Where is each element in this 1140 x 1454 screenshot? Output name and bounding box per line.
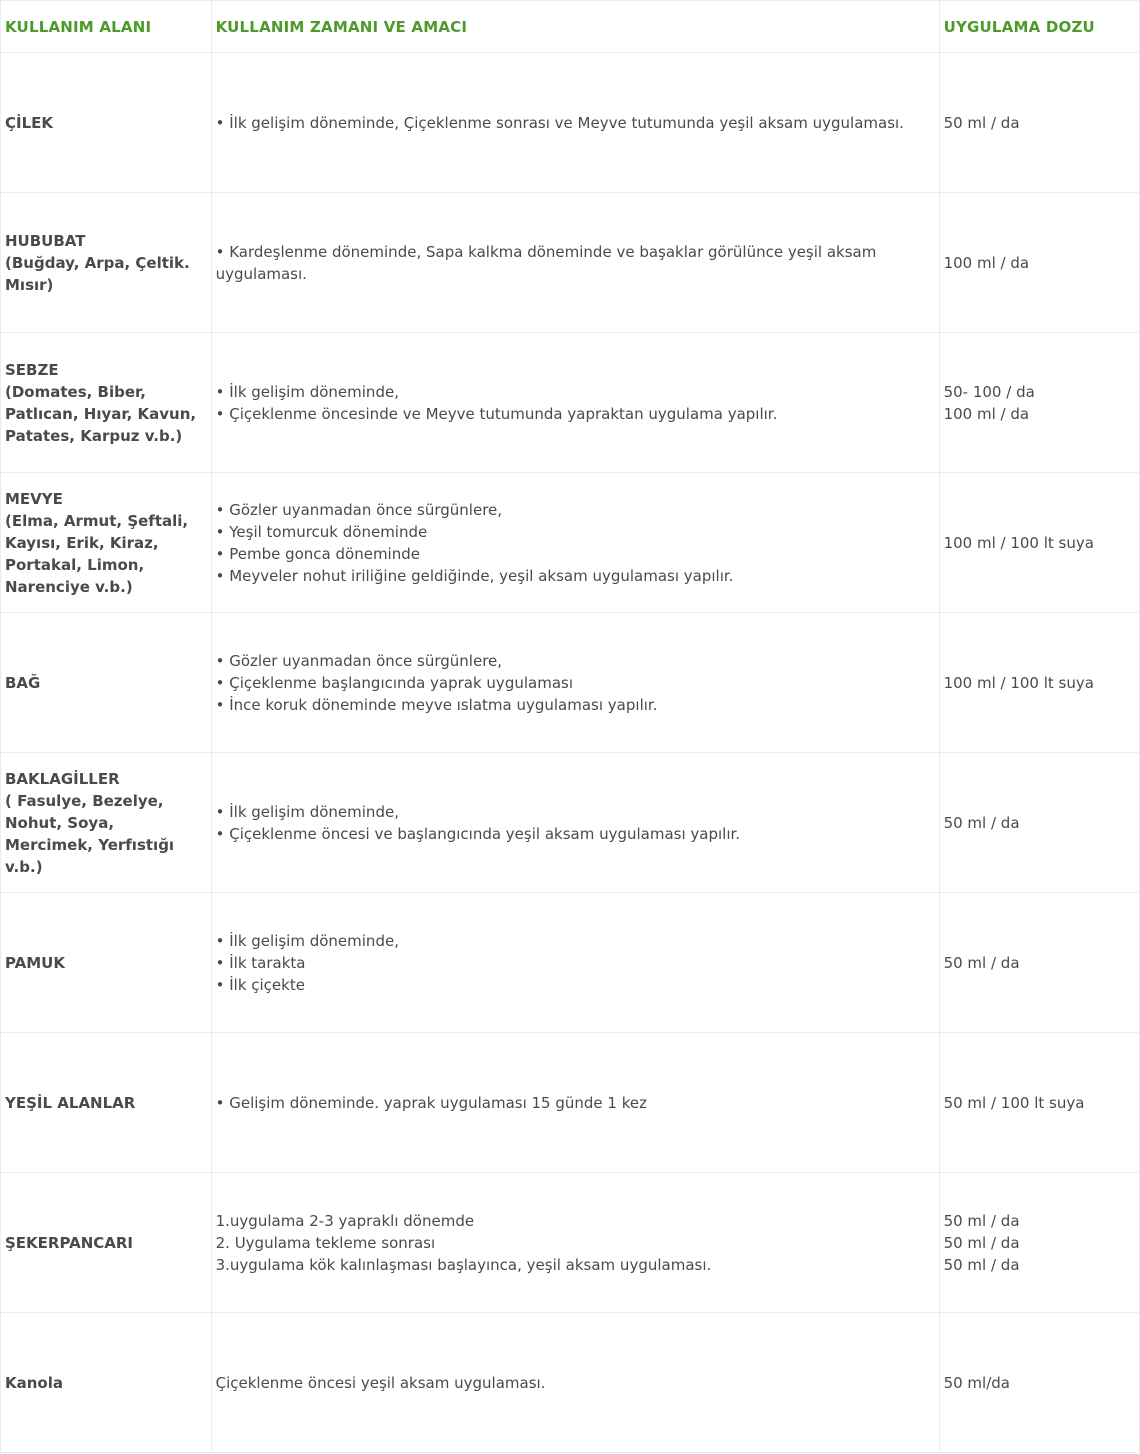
cell-area (1, 753, 212, 893)
cell-area (1, 53, 212, 193)
crop-detail: (Buğday, Arpa, Çeltik. Mısır) (5, 253, 190, 294)
cell-dose (939, 753, 1139, 893)
dose-line: 50 ml / da (943, 813, 1020, 832)
cell-area (1, 613, 212, 753)
crop-name: ÇİLEK (5, 113, 54, 132)
dose-line: 100 ml / da (943, 404, 1030, 423)
dose-line: 50 ml / 100 lt suya (943, 1093, 1085, 1112)
purpose-line: • Yeşil tomurcuk döneminde (215, 522, 428, 541)
dose-line: 50- 100 / da (943, 382, 1035, 401)
cell-dose (939, 193, 1139, 333)
purpose-line: • Çiçeklenme öncesinde ve Meyve tutumunda yapraktan uygulama yapılır. (215, 404, 778, 423)
purpose-line: • Çiçeklenme öncesi ve başlangıcında yeşil aksam uygulaması yapılır. (215, 824, 741, 843)
table-row (1, 53, 1140, 193)
purpose-line: 3.uygulama kök kalınlaşması başlayınca, yeşil aksam uygulaması. (215, 1255, 712, 1274)
table-row (1, 753, 1140, 893)
crop-name: YEŞİL ALANLAR (5, 1093, 136, 1112)
dose-line: 50 ml / da (943, 953, 1020, 972)
table-row (1, 333, 1140, 473)
purpose-line: • Gözler uyanmadan önce sürgünlere, (215, 500, 503, 519)
cell-area (1, 193, 212, 333)
purpose-line: • Gelişim döneminde. yaprak uygulaması 15 günde 1 kez (215, 1093, 647, 1112)
cell-dose (939, 333, 1139, 473)
crop-name: ŞEKERPANCARI (5, 1233, 133, 1252)
cell-dose (939, 893, 1139, 1033)
cell-purpose (211, 613, 939, 753)
purpose-line: • İlk gelişim döneminde, (215, 382, 399, 401)
table-row (1, 193, 1140, 333)
cell-purpose (211, 53, 939, 193)
dose-line: 50 ml / da (943, 113, 1020, 132)
cell-dose (939, 53, 1139, 193)
purpose-line: • Pembe gonca döneminde (215, 544, 420, 563)
dose-line: 100 ml / 100 lt suya (943, 533, 1094, 552)
cell-dose (939, 473, 1139, 613)
cell-purpose (211, 1033, 939, 1173)
crop-name: Kanola (5, 1373, 63, 1392)
cell-dose (939, 1313, 1139, 1453)
crop-name: HUBUBAT (5, 231, 86, 250)
cell-purpose (211, 1173, 939, 1313)
cell-area (1, 1173, 212, 1313)
purpose-line: • Gözler uyanmadan önce sürgünlere, (215, 651, 503, 670)
header-area: KULLANIM ALANI (1, 1, 212, 53)
purpose-line: 1.uygulama 2-3 yapraklı dönemde (215, 1211, 475, 1230)
dose-line: 50 ml / da (943, 1233, 1020, 1252)
dose-line: 100 ml / 100 lt suya (943, 673, 1094, 692)
dose-line: 50 ml/da (943, 1373, 1010, 1392)
crop-name: MEVYE (5, 489, 63, 508)
table-row (1, 473, 1140, 613)
cell-area (1, 1313, 212, 1453)
crop-name: BAKLAGİLLER (5, 769, 120, 788)
purpose-line: • İlk tarakta (215, 953, 306, 972)
header-dose: UYGULAMA DOZU (939, 1, 1139, 53)
cell-dose (939, 1033, 1139, 1173)
purpose-line: • Meyveler nohut iriliğine geldiğinde, yeşil aksam uygulaması yapılır. (215, 566, 734, 585)
table-row (1, 1033, 1140, 1173)
cell-area (1, 1033, 212, 1173)
table-header-row (1, 1, 1140, 53)
cell-purpose (211, 193, 939, 333)
cell-area (1, 893, 212, 1033)
crop-name: BAĞ (5, 673, 41, 692)
purpose-line: • İnce koruk döneminde meyve ıslatma uygulaması yapılır. (215, 695, 658, 714)
cell-purpose (211, 753, 939, 893)
purpose-line: • Çiçeklenme başlangıcında yaprak uygulaması (215, 673, 573, 692)
cell-purpose (211, 1313, 939, 1453)
purpose-line: 2. Uygulama tekleme sonrası (215, 1233, 436, 1252)
table-body (1, 53, 1140, 1453)
purpose-line: • İlk gelişim döneminde, (215, 802, 399, 821)
table-row (1, 1173, 1140, 1313)
crop-name: SEBZE (5, 360, 59, 379)
purpose-line: Çiçeklenme öncesi yeşil aksam uygulaması. (215, 1373, 546, 1392)
cell-purpose (211, 473, 939, 613)
cell-dose (939, 1173, 1139, 1313)
dose-line: 50 ml / da (943, 1255, 1020, 1274)
table-row (1, 613, 1140, 753)
crop-detail: (Domates, Biber, Patlıcan, Hıyar, Kavun, Patates, Karpuz v.b.) (5, 382, 197, 445)
purpose-line: • Kardeşlenme döneminde, Sapa kalkma döneminde ve başaklar görülünce yeşil aksam uygulaması. (215, 242, 877, 283)
crop-detail: ( Fasulye, Bezelye, Nohut, Soya, Mercimek, Yerfıstığı v.b.) (5, 791, 175, 876)
dose-line: 100 ml / da (943, 253, 1030, 272)
purpose-line: • İlk gelişim döneminde, (215, 931, 399, 950)
crop-detail: (Elma, Armut, Şeftali, Kayısı, Erik, Kiraz, Portakal, Limon, Narenciye v.b.) (5, 511, 189, 596)
header-purpose: KULLANIM ZAMANI VE AMACI (211, 1, 939, 53)
cell-area (1, 473, 212, 613)
purpose-line: • İlk gelişim döneminde, Çiçeklenme sonrası ve Meyve tutumunda yeşil aksam uygulaması. (215, 113, 904, 132)
purpose-line: • İlk çiçekte (215, 975, 305, 994)
crop-name: PAMUK (5, 953, 65, 972)
cell-dose (939, 613, 1139, 753)
cell-area (1, 333, 212, 473)
dose-line: 50 ml / da (943, 1211, 1020, 1230)
table-row (1, 1313, 1140, 1453)
cell-purpose (211, 333, 939, 473)
table-row (1, 893, 1140, 1033)
cell-purpose (211, 893, 939, 1033)
